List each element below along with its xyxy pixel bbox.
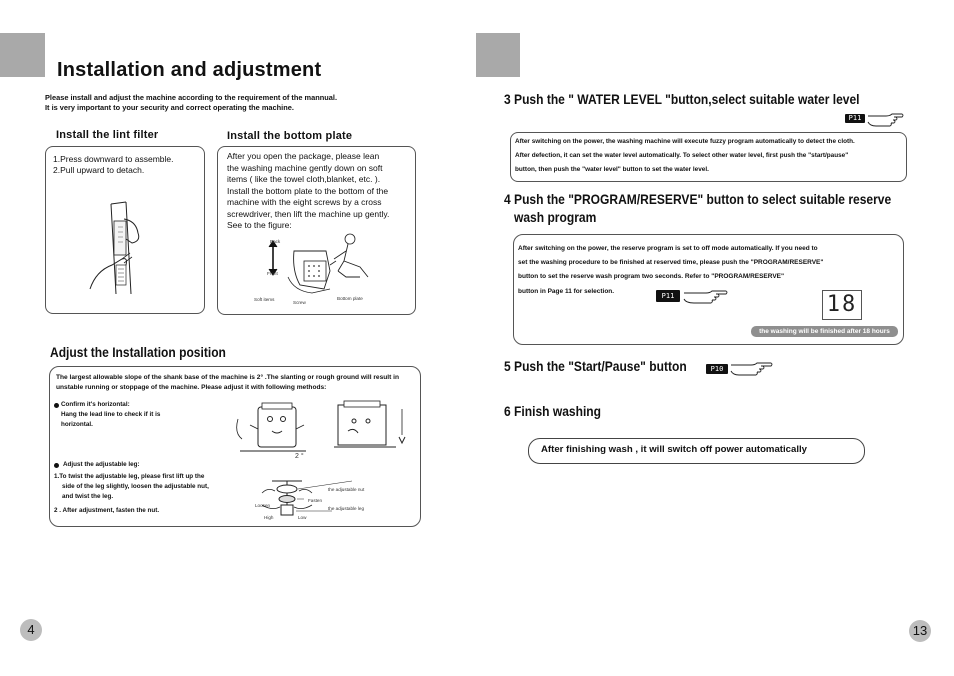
lint-filter-step-1: 1.Press downward to assemble.: [53, 154, 174, 164]
page-number-left: 4: [20, 619, 42, 641]
fig-label-screw: Screw: [293, 300, 306, 305]
fig-label-bottom-plate: Bottom plate: [337, 296, 363, 301]
page-title: Installation and adjustment: [57, 59, 322, 81]
section-3-box: [510, 132, 907, 182]
section-4-line-3: button to set the reserve wash program two seconds. Refer to "PROGRAM/RESERVE": [518, 273, 785, 280]
adjust-line-1: 1.To twist the adjustable leg, please first lift up the: [54, 473, 205, 480]
section-3-heading: 3 Push the " WATER LEVEL "button,select suitable water level: [504, 91, 860, 107]
fig-label-fasten: Fasten: [308, 498, 323, 503]
bottom-plate-line-4: Install the bottom plate to the bottom of the: [227, 185, 389, 196]
pointing-hand-icon: [729, 359, 775, 377]
confirm-line-1: Hang the lead line to check if it is: [61, 411, 161, 418]
section-5-badge: P10: [706, 364, 728, 374]
bullet-icon: [54, 403, 59, 408]
section-4-note: the washing will be finished after 18 hours: [751, 326, 898, 337]
bottom-plate-box: [217, 146, 416, 315]
section-6-note: After finishing wash , it will switch off power automatically: [528, 438, 865, 464]
section-3-line-3: button, then push the "water level" button to set the water level.: [515, 166, 709, 173]
fig-label-adjustable-leg: the adjustable leg: [328, 506, 365, 511]
bottom-plate-line-1: After you open the package, please lean: [227, 151, 380, 161]
position-line-2: unstable running or stoppage of the machine. Please adjust it with following methods:: [56, 384, 327, 391]
lint-filter-step-2: 2.Pull upward to detach.: [53, 165, 145, 175]
right-grey-marker: [476, 33, 520, 77]
position-box: [49, 366, 421, 527]
bottom-plate-line-6: screwdriver, then lift the machine up gently.: [227, 208, 390, 219]
fig-label-low: Low: [298, 515, 307, 520]
fig-label-loosen: Loosen: [255, 503, 271, 508]
section-4-line-2: set the washing procedure to be finished at reserved time, please push the "PROGRAM/RESERVE": [518, 259, 824, 266]
left-grey-marker: [0, 33, 45, 77]
section-4-line-1: After switching on the power, the reserve program is set to off mode automatically. If you need to: [518, 245, 818, 252]
section-3-line-2: After defection, it can set the water level automatically. To select other water level, first push the "start/pause": [515, 152, 849, 159]
section-5-heading-wrap: [504, 358, 716, 374]
bottom-plate-line-7: See to the figure:: [227, 220, 292, 230]
display-value: 18: [826, 292, 858, 317]
adjust-line-3: and twist the leg.: [62, 493, 114, 500]
page-number-right: 13: [909, 620, 931, 642]
adjust-line-4: 2 . After adjustment, fasten the nut.: [54, 507, 160, 514]
adjust-title: Adjust the adjustable leg:: [63, 461, 140, 468]
bottom-plate-line-2: the washing machine gently down on soft: [227, 162, 383, 173]
bullet-icon: [54, 463, 59, 468]
section-4-heading-line-2: wash program: [514, 209, 597, 225]
section-4-heading-wrap: [504, 191, 954, 207]
section-4-badge: P11: [656, 290, 680, 302]
bottom-plate-line-5: machine with the eight screws by a cross: [227, 197, 382, 207]
section-6-heading: 6 Finish washing: [504, 403, 602, 419]
fig-label-front: Front: [267, 271, 278, 276]
section-6-heading-wrap: [504, 403, 617, 419]
bottom-plate-line-3: items ( like the towel cloth,blanket, etc. ).: [227, 174, 381, 184]
position-line-1: The largest allowable slope of the shank base of the machine is 2° .The slanting or rough ground will result in: [56, 374, 400, 381]
fig-label-back: Back: [270, 239, 281, 244]
section-3-heading-wrap: [504, 91, 917, 107]
digital-display: [822, 290, 862, 320]
lint-filter-illustration: [86, 199, 166, 299]
position-heading: Adjust the Installation position: [50, 344, 226, 360]
section-5-heading: 5 Push the "Start/Pause" button: [504, 358, 687, 374]
level-check-illustration: [236, 395, 416, 465]
lint-filter-box: [45, 146, 205, 314]
section-4-line-4: button in Page 11 for selection.: [518, 288, 615, 295]
fig-label-soft-items: Soft items: [254, 297, 275, 302]
bottom-plate-heading: Install the bottom plate: [227, 130, 353, 142]
pointing-hand-icon: [682, 287, 730, 305]
confirm-line-2: horizontal.: [61, 421, 93, 428]
pointing-hand-icon: [866, 110, 906, 128]
fig-label-adjustable-nut: the adjustable nut: [328, 487, 365, 492]
angle-label: 2 °: [295, 453, 304, 460]
lint-filter-heading: Install the lint filter: [56, 129, 159, 141]
section-3-line-1: After switching on the power, the washing machine will execute fuzzy program automatically to detect the cloth.: [515, 138, 855, 145]
bottom-plate-illustration: [264, 231, 384, 301]
position-heading-wrap: [50, 344, 255, 360]
intro-line-2: It is very important to your security and correct operating the machine.: [45, 103, 294, 112]
intro-line-1: Please install and adjust the machine according to the requirement of the mannual.: [45, 93, 337, 102]
section-4-heading-line-1: 4 Push the "PROGRAM/RESERVE" button to select suitable reserve: [504, 191, 892, 207]
section-4-box: [513, 234, 904, 345]
section-4-heading-wrap-2: [514, 209, 610, 225]
fig-label-high: High: [264, 515, 274, 520]
adjust-line-2: side of the leg slightly, loosen the adjustable nut,: [62, 483, 209, 490]
section-3-badge: P11: [845, 114, 865, 123]
confirm-title: Confirm it's horizontal:: [61, 401, 130, 408]
